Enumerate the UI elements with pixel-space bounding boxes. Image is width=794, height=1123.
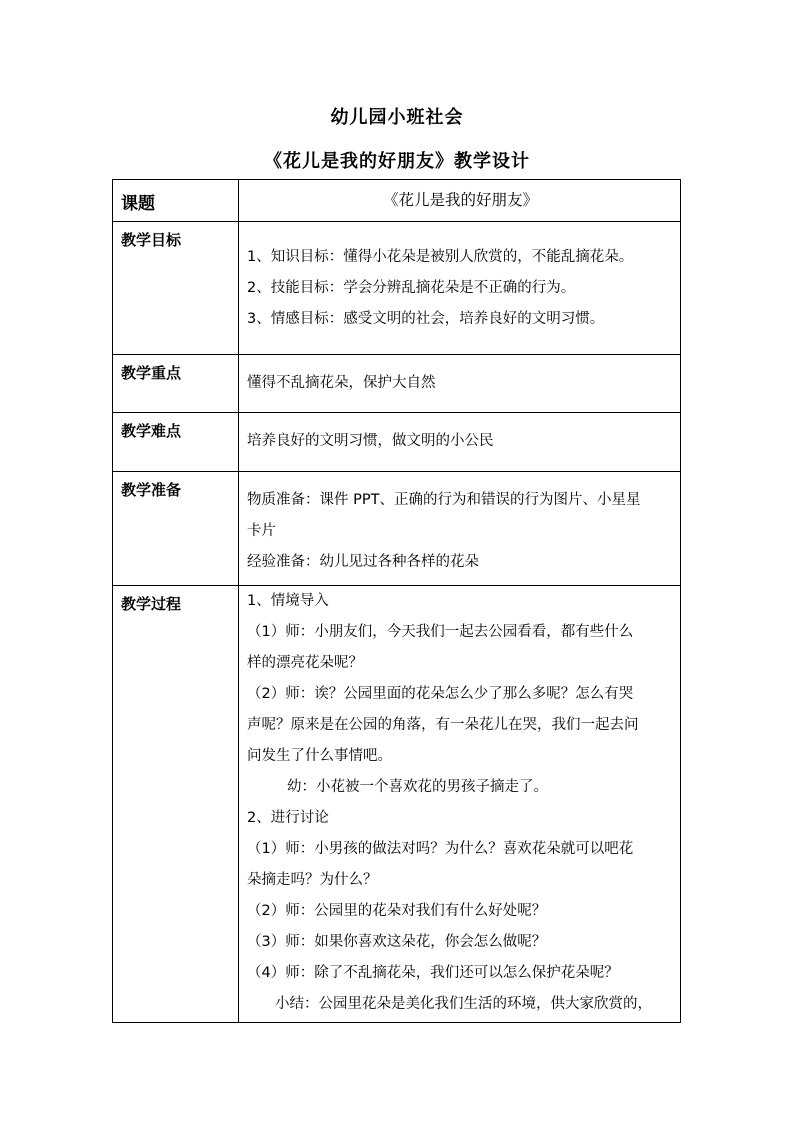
process-label: 教学过程 (121, 595, 182, 613)
process-line: 问发生了什么事情吧。 (247, 748, 392, 764)
process-line: （4）师：除了不乱摘花朵，我们还可以怎么保护花朵呢？ (247, 965, 619, 981)
process-line: 2、进行讨论 (247, 810, 329, 826)
document-title: 幼儿园小班社会 (330, 107, 464, 128)
preparation-line-2: 卡片 (247, 523, 276, 539)
table-row-key-point (113, 355, 681, 413)
process-line: （3）师：如果你喜欢这朵花，你会怎么做呢？ (247, 934, 547, 950)
goal-line-2: 2、技能目标：学会分辨乱摘花朵是不正确的行为。 (247, 280, 576, 296)
process-line: 样的漂亮花朵呢？ (247, 655, 363, 671)
table-row-preparation (113, 472, 681, 586)
process-line: 声呢？原来是在公园的角落，有一朵花儿在哭，我们一起去问 (247, 717, 639, 733)
process-line: 朵摘走吗？为什么？ (247, 872, 378, 888)
difficulty-label: 教学难点 (121, 422, 182, 440)
table-row-process (113, 586, 681, 1023)
preparation-line-3: 经验准备：幼儿见过各种各样的花朵 (247, 554, 479, 570)
process-line: （1）师：小男孩的做法对吗？为什么？喜欢花朵就可以吧花 (247, 841, 634, 857)
table-row-difficulty (113, 413, 681, 472)
process-line: 1、情境导入 (247, 593, 329, 609)
process-line: （2）师：公园里的花朵对我们有什么好处呢？ (247, 903, 547, 919)
document-subtitle: 《花儿是我的好朋友》教学设计 (264, 151, 530, 172)
table-row-topic (113, 180, 681, 222)
process-line: 幼：小花被一个喜欢花的男孩子摘走了。 (287, 779, 548, 795)
preparation-label: 教学准备 (121, 481, 182, 499)
topic-label: 课题 (121, 194, 155, 214)
table-row-goals (113, 222, 681, 355)
process-line: 小结：公园里花朵是美化我们生活的环境，供大家欣赏的， (275, 996, 652, 1012)
topic-value: 《花儿是我的好朋友》 (382, 191, 538, 209)
process-line: （2）师：诶？公园里面的花朵怎么少了那么多呢？怎么有哭 (247, 686, 634, 702)
key-point-value: 懂得不乱摘花朵，保护大自然 (247, 375, 436, 391)
process-line: （1）师：小朋友们，今天我们一起去公园看看，都有些什么 (247, 624, 634, 640)
goal-line-1: 1、知识目标：懂得小花朵是被别人欣赏的，不能乱摘花朵。 (247, 249, 634, 265)
key-point-label: 教学重点 (121, 364, 182, 382)
lesson-plan-table (112, 179, 681, 1023)
goal-line-3: 3、情感目标：感受文明的社会，培养良好的文明习惯。 (247, 311, 605, 327)
difficulty-value: 培养良好的文明习惯，做文明的小公民 (247, 433, 494, 449)
goals-label: 教学目标 (121, 231, 182, 249)
preparation-line-1: 物质准备：课件 PPT、正确的行为和错误的行为图片、小星星 (247, 492, 641, 508)
